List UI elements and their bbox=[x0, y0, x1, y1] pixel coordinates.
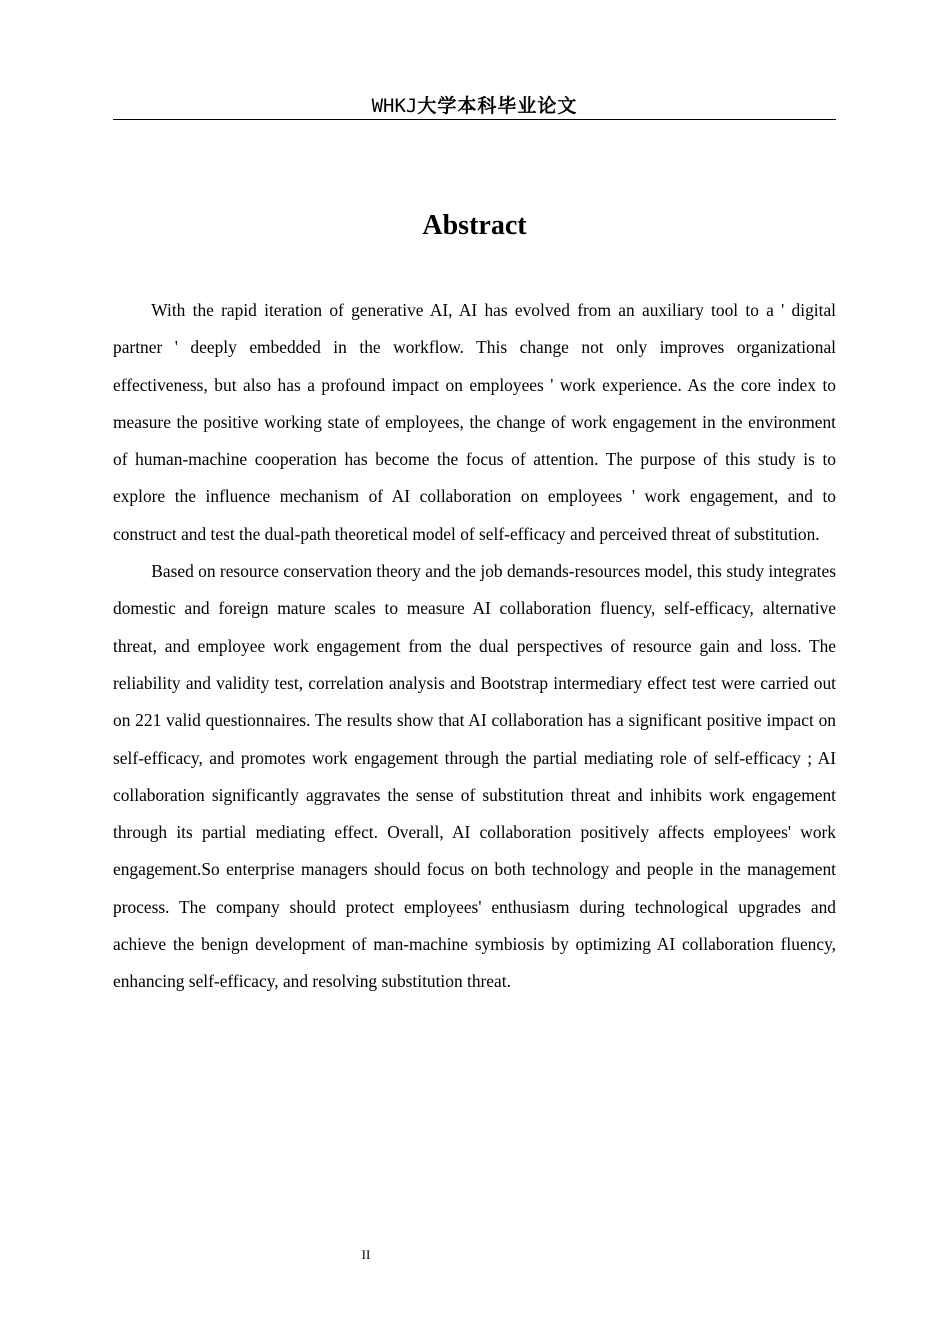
header-cjk-text: 大学本科毕业论文 bbox=[417, 95, 578, 117]
abstract-paragraph-1: With the rapid iteration of generative AI, AI has evolved from an auxiliary tool to a ' digital partner ' deeply embedded in the workflow. This change not only improves organizational effectiveness, but also has a profound impact on employees ' work experience. As the core index to measure the positive working state of employees, the change of work engagement in the environment of human-machine cooperation has become the focus of attention. The purpose of this study is to explore the influence mechanism of AI collaboration on employees ' work engagement, and to construct and test the dual-path theoretical model of self-efficacy and perceived threat of substitution. bbox=[113, 300, 836, 544]
abstract-title: Abstract bbox=[422, 210, 527, 241]
abstract-paragraph-2: Based on resource conservation theory and the job demands-resources model, this study integrates domestic and foreign mature scales to measure AI collaboration fluency, self-efficacy, alternative threat, and employee work engagement from the dual perspectives of resource gain and loss. The reliability and validity test, correlation analysis and Bootstrap intermediary effect test were carried out on 221 valid questionnaires. The results show that AI collaboration has a significant positive impact on self-efficacy, and promotes work engagement through the partial mediating role of self-efficacy ; AI collaboration significantly aggravates the sense of substitution threat and inhibits work engagement through its partial mediating effect. Overall, AI collaboration positively affects employees' work engagement.So enterprise managers should focus on both technology and people in the management process. The company should protect employees' enthusiasm during technological upgrades and achieve the benign development of man-machine symbiosis by optimizing AI collaboration fluency, enhancing self-efficacy, and resolving substitution threat. bbox=[113, 561, 836, 992]
abstract-body bbox=[113, 292, 836, 1001]
page-number: II bbox=[361, 1247, 371, 1262]
page-header bbox=[113, 92, 836, 120]
header-latin-text: WHKJ bbox=[371, 95, 418, 117]
